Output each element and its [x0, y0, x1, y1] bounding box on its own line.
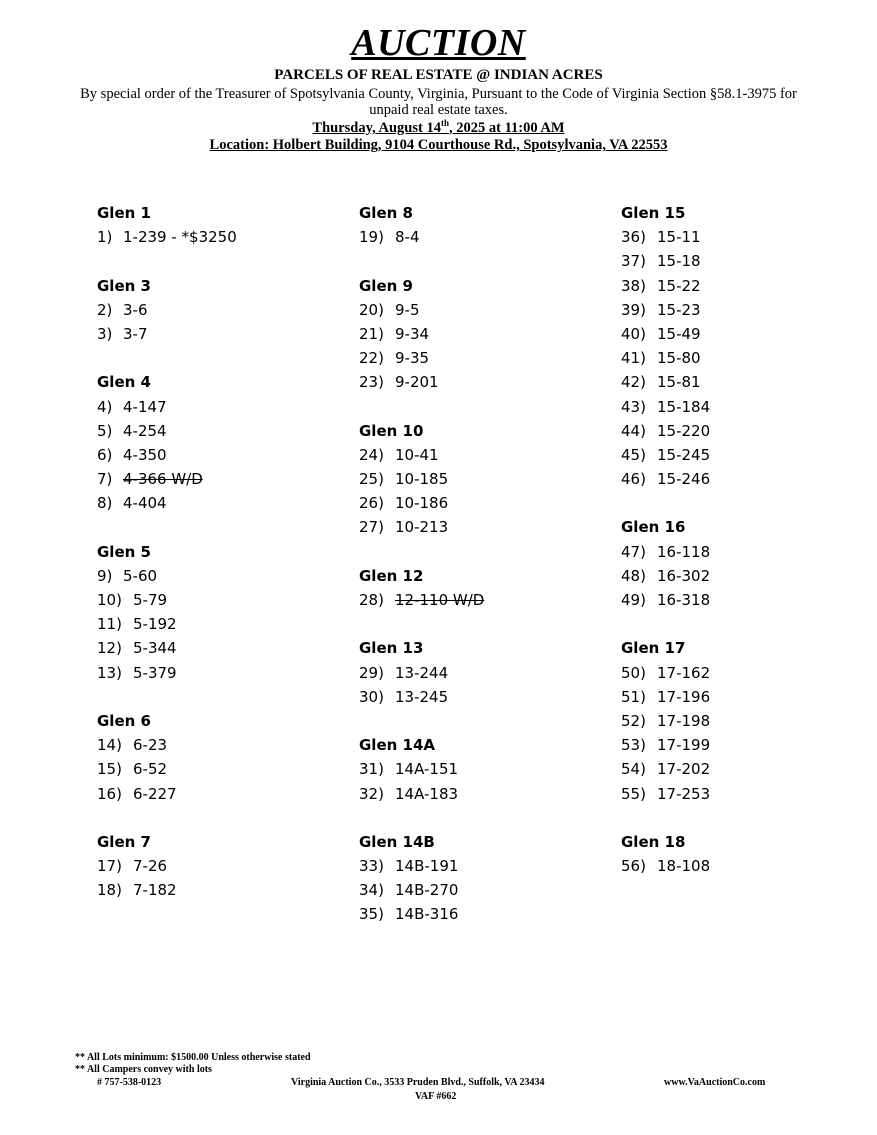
footer-note-campers: ** All Campers convey with lots — [75, 1064, 212, 1075]
parcel-number: 10) — [97, 591, 122, 609]
parcel-number: 29) — [359, 663, 384, 682]
parcel-item — [359, 661, 599, 685]
parcel-item — [621, 225, 861, 249]
parcel-id: 17-199 — [657, 736, 711, 755]
parcel-id: 10-185 — [395, 470, 449, 489]
parcel-id: 13-245 — [395, 687, 449, 706]
parcel-id: 14A-183 — [395, 784, 459, 803]
glen-group — [359, 419, 599, 540]
parcel-number: 28) — [359, 591, 384, 609]
parcel-id: 7-182 — [133, 881, 177, 900]
parcel-id: 5-79 — [133, 591, 168, 609]
parcel-id: 14B-316 — [395, 905, 459, 924]
glen-heading: Glen 16 — [621, 518, 686, 537]
parcel-id: 16-302 — [657, 566, 711, 585]
parcel-id: 10-41 — [395, 445, 439, 464]
parcel-item — [97, 564, 337, 588]
parcel-item — [97, 757, 337, 781]
parcel-item — [621, 564, 861, 588]
parcel-id: 5-60 — [123, 566, 158, 585]
parcel-number: 34) — [359, 881, 384, 900]
parcel-number: 39) — [621, 300, 646, 319]
parcel-item — [97, 612, 337, 636]
parcel-id: 18-108 — [657, 857, 711, 876]
parcel-item — [97, 225, 337, 249]
parcel-item — [621, 419, 861, 443]
parcel-number: 48) — [621, 566, 646, 585]
parcel-number: 35) — [359, 905, 384, 924]
glen-heading: Glen 18 — [621, 832, 686, 851]
glen-group — [97, 830, 337, 903]
parcel-item — [621, 733, 861, 757]
parcel-number: 21) — [359, 324, 384, 343]
parcel-number: 14) — [97, 736, 122, 755]
parcel-number: 47) — [621, 542, 646, 561]
glen-group — [621, 636, 861, 805]
parcel-number: 42) — [621, 373, 646, 392]
parcel-item — [359, 491, 599, 515]
parcel-id: 1-239 - *$3250 — [123, 228, 237, 247]
glen-group — [359, 636, 599, 709]
parcel-item — [621, 443, 861, 467]
glen-heading: Glen 12 — [359, 566, 424, 585]
parcel-item — [97, 322, 337, 346]
parcel-number: 33) — [359, 857, 384, 876]
parcel-number: 49) — [621, 591, 646, 609]
auction-date — [0, 120, 877, 137]
parcel-id: 4-366 W/D — [123, 470, 203, 489]
parcel-number: 2) — [97, 300, 113, 319]
parcel-id: 15-11 — [657, 228, 701, 247]
parcel-item — [621, 395, 861, 419]
parcel-item — [621, 709, 861, 733]
glen-heading: Glen 8 — [359, 204, 413, 222]
parcel-item — [359, 878, 599, 902]
parcel-number: 36) — [621, 228, 646, 247]
parcel-id: 10-186 — [395, 494, 449, 513]
parcel-number: 30) — [359, 687, 384, 706]
parcel-item — [97, 588, 337, 612]
parcel-number: 15) — [97, 760, 122, 779]
parcel-number: 55) — [621, 784, 646, 803]
glen-group — [359, 564, 599, 612]
parcel-id: 9-34 — [395, 324, 430, 343]
glen-group — [621, 515, 861, 612]
parcel-id: 15-81 — [657, 373, 701, 392]
footer-phone: # 757-538-0123 — [97, 1077, 162, 1088]
parcel-id: 17-253 — [657, 784, 711, 803]
parcel-item — [359, 902, 599, 926]
parcel-number: 31) — [359, 760, 384, 779]
parcel-id: 9-5 — [395, 300, 420, 319]
parcel-id: 17-198 — [657, 711, 711, 730]
glen-group — [97, 201, 337, 249]
parcel-number: 45) — [621, 445, 646, 464]
parcel-id: 3-6 — [123, 300, 148, 319]
parcel-id: 16-318 — [657, 591, 711, 609]
parcel-number: 5) — [97, 421, 113, 440]
parcel-item — [621, 854, 861, 878]
glen-group — [97, 540, 337, 685]
parcel-id: 15-220 — [657, 421, 711, 440]
parcel-item — [621, 322, 861, 346]
parcel-id: 17-202 — [657, 760, 711, 779]
parcel-id: 4-147 — [123, 397, 167, 416]
parcel-item — [359, 370, 599, 394]
parcel-number: 23) — [359, 373, 384, 392]
parcel-column-2 — [359, 201, 599, 951]
parcel-id: 15-184 — [657, 397, 711, 416]
parcel-number: 13) — [97, 663, 122, 682]
parcel-number: 27) — [359, 518, 384, 537]
parcel-number: 52) — [621, 711, 646, 730]
glen-heading: Glen 9 — [359, 276, 413, 295]
parcel-id: 13-244 — [395, 663, 449, 682]
parcel-id: 14B-191 — [395, 857, 459, 876]
parcel-item — [621, 298, 861, 322]
parcel-id: 10-213 — [395, 518, 449, 537]
parcel-number: 12) — [97, 639, 122, 658]
date-suffix: th — [440, 118, 449, 129]
parcel-item — [621, 782, 861, 806]
parcel-number: 8) — [97, 494, 113, 513]
parcel-item — [621, 540, 861, 564]
glen-heading: Glen 15 — [621, 204, 686, 222]
parcel-number: 54) — [621, 760, 646, 779]
parcel-number: 4) — [97, 397, 113, 416]
parcel-id: 15-80 — [657, 349, 701, 368]
auction-location: Location: Holbert Building, 9104 Courthouse Rd., Spotsylvania, VA 22553 — [209, 137, 668, 153]
parcel-number: 26) — [359, 494, 384, 513]
parcel-item — [97, 733, 337, 757]
parcel-number: 51) — [621, 687, 646, 706]
parcel-item — [359, 467, 599, 491]
parcel-item — [97, 395, 337, 419]
order-text: By special order of the Treasurer of Spotsylvania County, Virginia, Pursuant to the Code of Virginia Section §58.1-3975 for unpaid real estate taxes. — [80, 86, 797, 118]
parcel-id: 15-23 — [657, 300, 701, 319]
parcel-number: 11) — [97, 615, 122, 634]
parcel-id: 17-196 — [657, 687, 711, 706]
parcel-id: 3-7 — [123, 324, 148, 343]
parcel-item — [359, 298, 599, 322]
parcel-id: 17-162 — [657, 663, 711, 682]
glen-heading: Glen 1 — [97, 204, 151, 222]
parcel-item — [359, 322, 599, 346]
parcel-number: 41) — [621, 349, 646, 368]
parcel-item — [621, 588, 861, 612]
parcel-number: 1) — [97, 228, 113, 247]
glen-group — [621, 201, 861, 491]
parcel-item — [359, 225, 599, 249]
glen-heading: Glen 6 — [97, 711, 151, 730]
glen-heading: Glen 17 — [621, 639, 686, 658]
footer-note-minimum: ** All Lots minimum: $1500.00 Unless otherwise stated — [75, 1052, 311, 1063]
parcel-number: 22) — [359, 349, 384, 368]
parcel-id: 15-22 — [657, 276, 701, 295]
parcel-id: 6-52 — [133, 760, 168, 779]
parcel-column-3 — [621, 201, 861, 902]
glen-heading: Glen 10 — [359, 421, 424, 440]
parcel-item — [97, 854, 337, 878]
parcel-item — [97, 661, 337, 685]
parcel-item — [97, 782, 337, 806]
parcel-item — [359, 346, 599, 370]
date-rest: , 2025 at 11:00 AM — [448, 120, 565, 136]
parcel-id: 15-49 — [657, 324, 701, 343]
parcel-id: 12-110 W/D — [395, 591, 485, 609]
parcel-item — [621, 685, 861, 709]
parcel-number: 50) — [621, 663, 646, 682]
parcel-number: 44) — [621, 421, 646, 440]
parcel-number: 25) — [359, 470, 384, 489]
parcel-id: 5-379 — [133, 663, 177, 682]
parcel-id: 14B-270 — [395, 881, 459, 900]
glen-group — [359, 201, 599, 249]
glen-heading: Glen 14A — [359, 736, 436, 755]
parcel-item — [621, 757, 861, 781]
footer-company-address: Virginia Auction Co., 3533 Pruden Blvd., Suffolk, VA 23434 — [291, 1077, 545, 1088]
parcel-id: 9-35 — [395, 349, 430, 368]
parcel-item — [359, 515, 599, 539]
glen-group — [97, 274, 337, 347]
date-prefix: Thursday, August 14 — [312, 120, 441, 136]
parcel-item — [621, 249, 861, 273]
parcel-number: 56) — [621, 857, 646, 876]
footer-website: www.VaAuctionCo.com — [664, 1077, 766, 1088]
parcel-number: 6) — [97, 445, 113, 464]
glen-group — [359, 830, 599, 927]
parcel-id: 4-254 — [123, 421, 167, 440]
parcel-number: 40) — [621, 324, 646, 343]
parcel-number: 32) — [359, 784, 384, 803]
glen-heading: Glen 4 — [97, 373, 151, 392]
glen-group — [97, 709, 337, 806]
parcel-item — [621, 346, 861, 370]
parcel-number: 38) — [621, 276, 646, 295]
parcel-number: 43) — [621, 397, 646, 416]
glen-group — [359, 733, 599, 806]
parcel-item — [359, 854, 599, 878]
header — [0, 22, 877, 154]
parcel-number: 9) — [97, 566, 113, 585]
parcel-number: 3) — [97, 324, 113, 343]
parcel-item — [97, 419, 337, 443]
parcel-id: 15-246 — [657, 470, 711, 489]
parcel-id: 4-350 — [123, 445, 167, 464]
parcel-id: 15-18 — [657, 252, 701, 271]
parcel-number: 7) — [97, 470, 113, 489]
glen-heading: Glen 14B — [359, 832, 435, 851]
footer-vaf: VAF #662 — [415, 1091, 457, 1102]
parcel-id: 14A-151 — [395, 760, 459, 779]
glen-heading: Glen 7 — [97, 832, 151, 851]
parcel-id: 16-118 — [657, 542, 711, 561]
parcel-number: 18) — [97, 881, 122, 900]
parcel-id: 6-227 — [133, 784, 177, 803]
parcel-number: 20) — [359, 300, 384, 319]
parcel-column-1 — [97, 201, 337, 927]
parcel-id: 5-192 — [133, 615, 177, 634]
parcel-number: 37) — [621, 252, 646, 271]
parcel-item — [97, 878, 337, 902]
parcel-item — [621, 661, 861, 685]
parcel-number: 16) — [97, 784, 122, 803]
parcel-id: 6-23 — [133, 736, 168, 755]
parcel-item — [97, 491, 337, 515]
parcel-id: 5-344 — [133, 639, 177, 658]
parcel-number: 53) — [621, 736, 646, 755]
parcel-item — [359, 685, 599, 709]
glen-heading: Glen 3 — [97, 276, 151, 295]
parcel-id: 8-4 — [395, 228, 420, 247]
parcel-item — [621, 274, 861, 298]
parcel-id: 9-201 — [395, 373, 439, 392]
glen-group — [359, 274, 599, 395]
parcel-item — [621, 370, 861, 394]
subtitle: PARCELS OF REAL ESTATE @ INDIAN ACRES — [274, 67, 603, 83]
parcel-item — [621, 467, 861, 491]
parcel-number: 46) — [621, 470, 646, 489]
parcel-item — [359, 782, 599, 806]
parcel-item — [359, 443, 599, 467]
parcel-item — [97, 298, 337, 322]
glen-group — [97, 370, 337, 515]
parcel-item-withdrawn — [359, 588, 599, 612]
glen-group — [621, 830, 861, 878]
parcel-item — [359, 757, 599, 781]
parcel-id: 4-404 — [123, 494, 167, 513]
glen-heading: Glen 5 — [97, 542, 151, 561]
parcel-item — [97, 636, 337, 660]
parcel-item — [97, 443, 337, 467]
parcel-number: 19) — [359, 228, 384, 247]
parcel-item-withdrawn — [97, 467, 337, 491]
parcel-number: 17) — [97, 857, 122, 876]
parcel-id: 7-26 — [133, 857, 168, 876]
parcel-number: 24) — [359, 445, 384, 464]
parcel-id: 15-245 — [657, 445, 711, 464]
page-title: AUCTION — [351, 22, 526, 64]
glen-heading: Glen 13 — [359, 639, 424, 658]
